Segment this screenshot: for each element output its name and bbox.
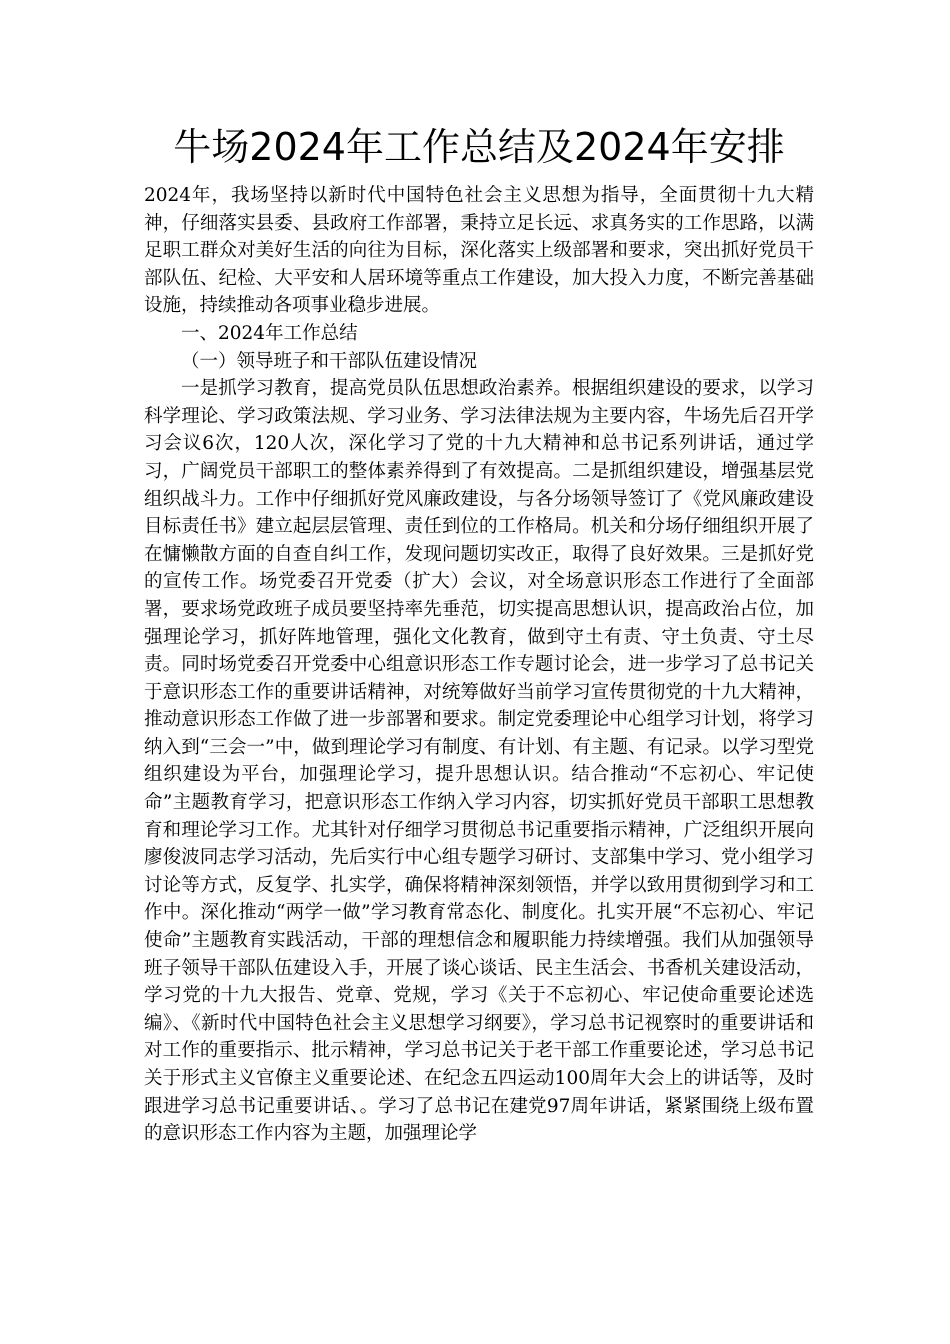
body-paragraph: 一是抓学习教育，提高党员队伍思想政治素养。根据组织建设的要求，以学习科学理论、学习政策法规、学习业务、学习法律法规为主要内容，牛场先后召开学习会议6次，120人次，深化学习了党的十九大精神和总书记系列讲话，通过学习，广阔党员干部职工的整体素养得到了有效提高。二是抓组织建设，增强基层党组织战斗力。工作中仔细抓好党风廉政建设，与各分场领导签订了《党风廉政建设目标责任书》建立起层层管理、责任到位的工作格局。机关和分场仔细组织开展了在慵懒散方面的自查自纠工作，发现问题切实改正，取得了良好效果。三是抓好党的宣传工作。场党委召开党委（扩大）会议，对全场意识形态工作进行了全面部署，要求场党政班子成员要坚持率先垂范，切实提高思想认识，提高政治占位，加强理论学习，抓好阵地管理，强化文化教育，做到守土有责、守土负责、守土尽责。同时场党委召开党委中心组意识形态工作专题讨论会，进一步学习了总书记关于意识形态工作的重要讲话精神，对统筹做好当前学习宣传贯彻党的十九大精神，推动意识形态工作做了进一步部署和要求。制定党委理论中心组学习计划，将学习纳入到“三会一”中，做到理论学习有制度、有计划、有主题、有记录。以学习型党组织建设为平台，加强理论学习，提升思想认识。结合推动“不忘初心、牢记使命”主题教育学习，把意识形态工作纳入学习内容，切实抓好党员干部职工思想教育和理论学习工作。尤其针对仔细学习贯彻总书记重要指示精神，广泛组织开展向廖俊波同志学习活动，先后实行中心组专题学习研讨、支部集中学习、党小组学习讨论等方式，反复学、扎实学，确保将精神深刻领悟，并学以致用贯彻到学习和工作中。深化推动“两学一做”学习教育常态化、制度化。扎实开展“不忘初心、牢记使命”主题教育实践活动，干部的理想信念和履职能力持续增强。我们从加强领导班子领导干部队伍建设入手，开展了谈心谈话、民主生活会、书香机关建设活动，学习党的十九大报告、党章、党规，学习《关于不忘初心、牢记使命重要论述选编》、《新时代中国特色社会主义思想学习纲要》，学习总书记视察时的重要讲话和对工作的重要指示、批示精神，学习总书记关于老干部工作重要论述，学习总书记关于形式主义官僚主义重要论述、在纪念五四运动100周年大会上的讲话等，及时跟进学习总书记重要讲话、。学习了总书记在建党97周年讲话，紧紧围绕上级布置的意识形态工作内容为主题，加强理论学 (144, 378, 814, 1145)
document-title: 牛场2024年工作总结及2024年安排 (173, 125, 785, 169)
section-heading: 一、2024年工作总结 (181, 322, 358, 344)
subsection-heading: （一）领导班子和干部队伍建设情况 (181, 350, 478, 372)
intro-paragraph: 2024年，我场坚持以新时代中国特色社会主义思想为指导，全面贯彻十九大精神，仔细落实县委、县政府工作部署，秉持立足长远、求真务实的工作思路，以满足职工群众对美好生活的向往为目标，深化落实上级部署和要求，突出抓好党员干部队伍、纪检、大平安和人居环境等重点工作建设，加大投入力度，不断完善基础设施，持续推动各项事业稳步进展。 (144, 185, 814, 317)
document-page (144, 118, 814, 1148)
document-body (144, 182, 814, 1148)
